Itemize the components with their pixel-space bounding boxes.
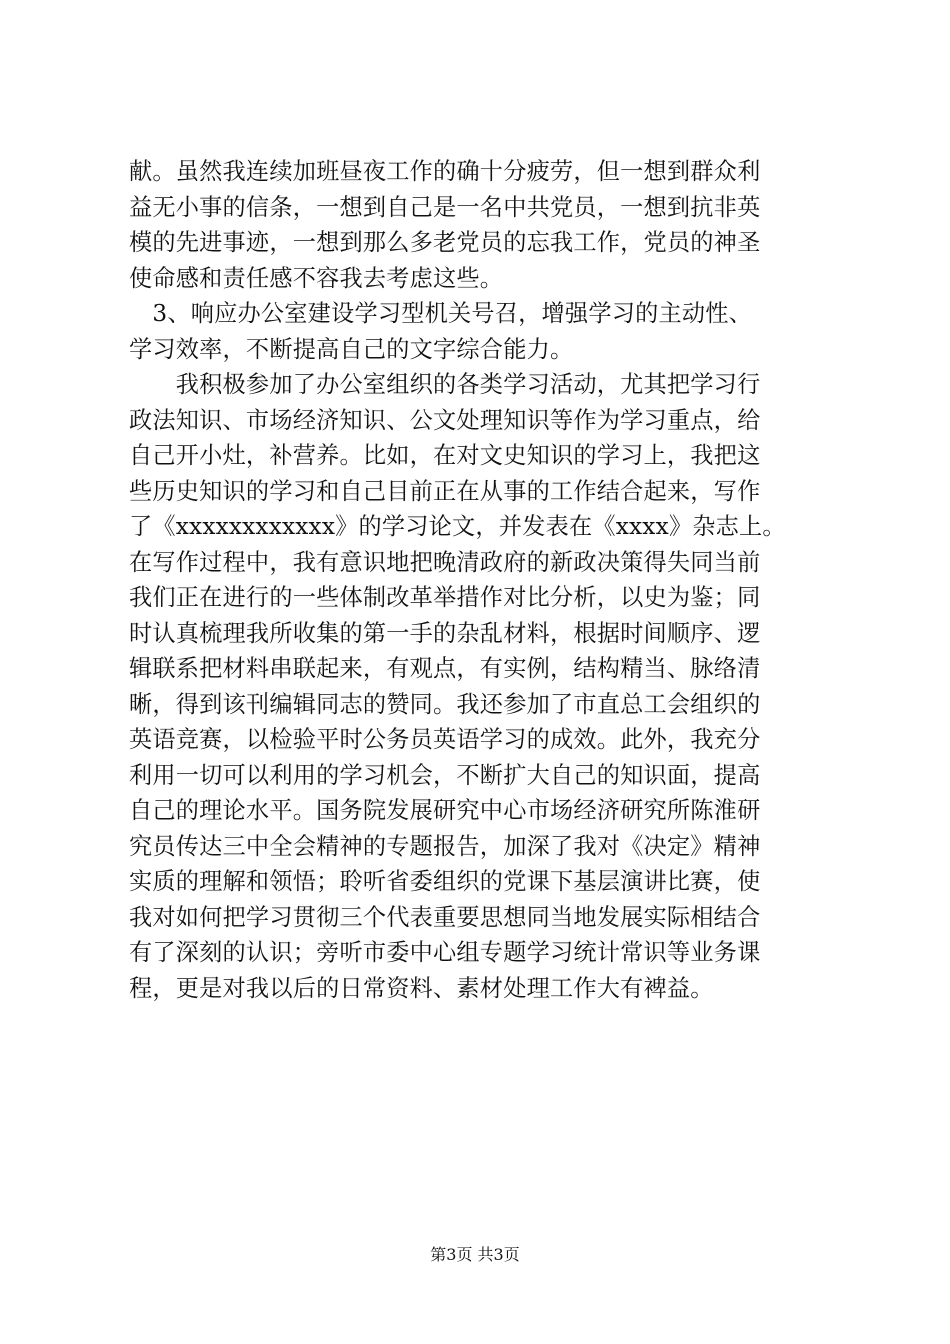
text-line: 辑联系把材料串联起来，有观点，有实例，结构精当、脉络清 [129,655,761,682]
text-line: 我积极参加了办公室组织的各类学习活动，尤其把学习行 [129,371,761,398]
text-line: 有了深刻的认识；旁听市委中心组专题学习统计常识等业务课 [129,939,761,966]
text-line: 我对如何把学习贯彻三个代表重要思想同当地发展实际相结合 [129,903,761,931]
text-line: 晰，得到该刊编辑同志的赞同。我还参加了市直总工会组织的 [129,690,761,718]
text-line: 程，更是对我以后的日常资料、素材处理工作大有裨益。 [129,974,714,1002]
text-line: 模的先进事迹，一想到那么多老党员的忘我工作，党员的神圣 [129,229,761,256]
text-line: 自己开小灶，补营养。比如，在对文史知识的学习上，我把这 [129,442,761,469]
text-line: 我们正在进行的一些体制改革举措作对比分析，以史为鉴；同 [129,584,761,611]
text-line: 了《xxxxxxxxxxxx》的学习论文，并发表在《xxxx》杂志上。 [129,513,786,540]
text-line: 使命感和责任感不容我去考虑这些。 [129,264,504,292]
text-line: 实质的理解和领悟；聆听省委组织的党课下基层演讲比赛，使 [129,868,761,895]
text-line: 学习效率，不断提高自己的文字综合能力。 [129,335,574,363]
text-line: 英语竞赛，以检验平时公务员英语学习的成效。此外，我充分 [129,726,761,753]
text-line: 3、响应办公室建设学习型机关号召，增强学习的主动性、 [129,300,753,327]
text-line: 献。虽然我连续加班昼夜工作的确十分疲劳，但一想到群众利 [129,158,761,185]
text-line: 究员传达三中全会精神的专题报告，加深了我对《决定》精神 [129,832,761,860]
text-line: 利用一切可以利用的学习机会，不断扩大自己的知识面，提高 [129,761,761,789]
body-text [129,154,829,1006]
text-line: 自己的理论水平。国务院发展研究中心市场经济研究所陈淮研 [129,797,761,824]
text-line: 政法知识、市场经济知识、公文处理知识等作为学习重点，给 [129,406,761,434]
text-line: 些历史知识的学习和自己目前正在从事的工作结合起来，写作 [129,477,761,505]
page-number-footer: 第3页 共3页 [430,1245,520,1264]
text-line: 在写作过程中，我有意识地把晚清政府的新政决策得失同当前 [129,548,761,576]
text-line: 益无小事的信条，一想到自己是一名中共党员，一想到抗非英 [129,193,761,221]
text-line: 时认真梳理我所收集的第一手的杂乱材料，根据时间顺序、逻 [129,619,761,647]
